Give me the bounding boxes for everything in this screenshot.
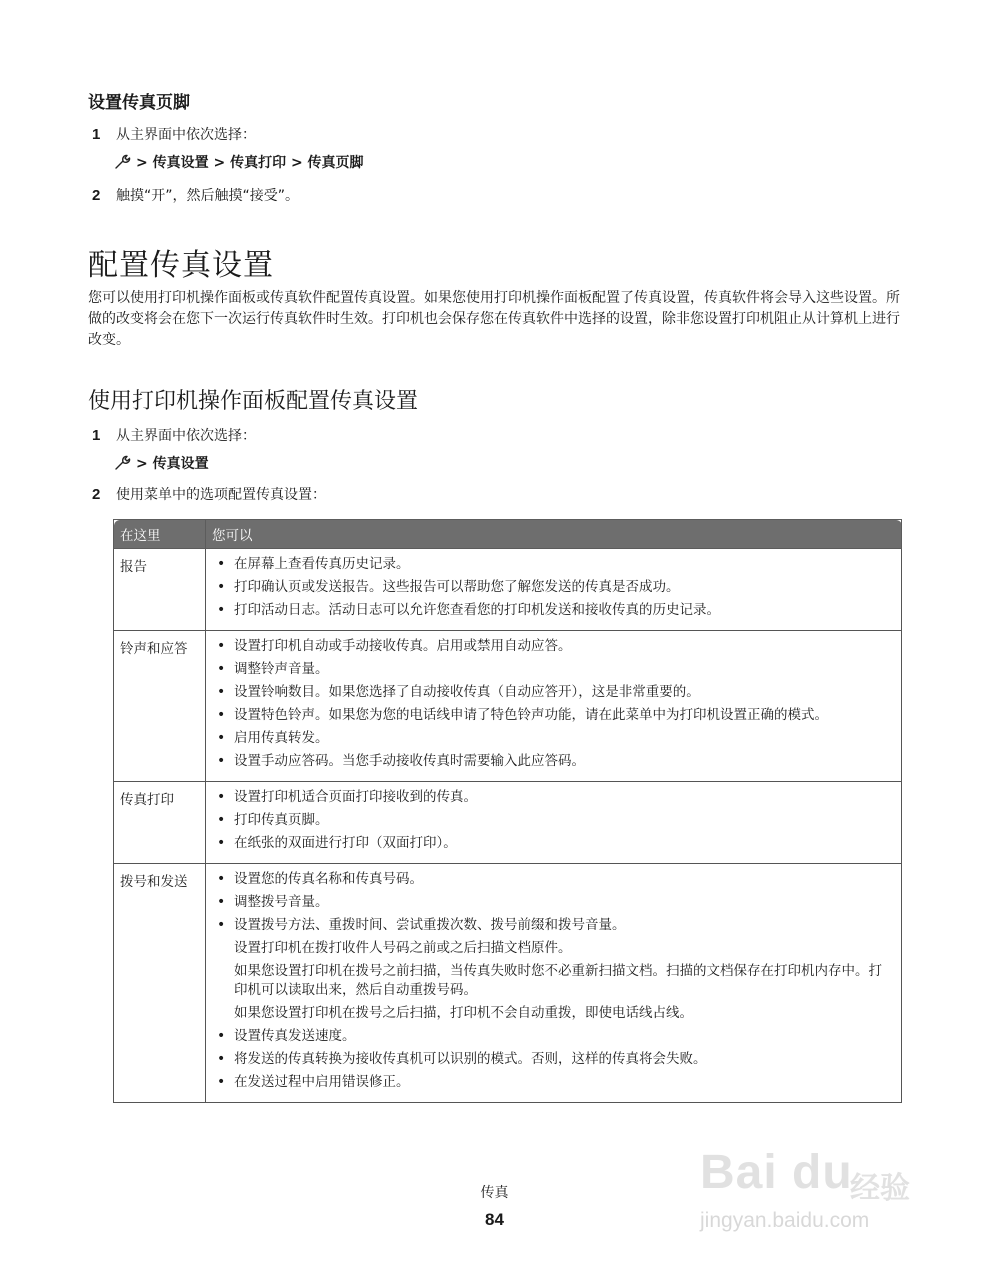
list-item: • 设置拨号方法、重拨时间、尝试重拨次数、拨号前缀和拨号音量。 bbox=[212, 916, 895, 935]
list-item: • 调整铃声音量。 bbox=[212, 660, 895, 679]
row-items bbox=[206, 549, 902, 631]
list-item: • 在纸张的双面进行打印（双面打印）。 bbox=[212, 834, 895, 853]
page-title: 配置传真设置 bbox=[88, 248, 274, 283]
menu-path-text: > 传真设置 > 传真打印 > 传真页脚 bbox=[136, 155, 364, 171]
step-2 bbox=[92, 484, 326, 504]
step-number: 1 bbox=[92, 126, 101, 143]
row-category: 报告 bbox=[114, 549, 206, 631]
list-item: • 在屏幕上查看传真历史记录。 bbox=[212, 555, 895, 574]
list-paragraph: 如果您设置打印机在拨号之前扫描，当传真失败时您不必重新扫描文档。扫描的文档保存在打印机内存中。打印机可以读取出来，然后自动重拨号码。 bbox=[234, 963, 882, 998]
list-item: • 设置打印机自动或手动接收传真。启用或禁用自动应答。 bbox=[212, 637, 895, 656]
row-items bbox=[206, 782, 902, 864]
list-item: • 启用传真转发。 bbox=[212, 729, 895, 748]
table-row bbox=[114, 549, 902, 631]
list-item: • 打印确认页或发送报告。这些报告可以帮助您了解您发送的传真是否成功。 bbox=[212, 578, 895, 597]
watermark-brand: Bai du bbox=[700, 1146, 853, 1199]
table-header-row bbox=[114, 520, 902, 549]
column-header-actions: 您可以 bbox=[206, 520, 902, 549]
row-category: 拨号和发送 bbox=[114, 864, 206, 1103]
row-items bbox=[206, 631, 902, 782]
list-item: • 调整拨号音量。 bbox=[212, 893, 895, 912]
watermark-url: jingyan.baidu.com bbox=[700, 1209, 870, 1232]
list-item: • 在发送过程中启用错误修正。 bbox=[212, 1073, 895, 1092]
list-paragraph: 如果您设置打印机在拨号之后扫描，打印机不会自动重拨，即使电话线占线。 bbox=[234, 1005, 693, 1021]
list-item: • 设置您的传真名称和传真号码。 bbox=[212, 870, 895, 889]
list-item: • 打印活动日志。活动日志可以允许您查看您的打印机发送和接收传真的历史记录。 bbox=[212, 601, 895, 620]
step-text: 触摸“开”，然后触摸“接受”。 bbox=[116, 188, 300, 204]
section-heading-panel-config: 使用打印机操作面板配置传真设置 bbox=[88, 389, 419, 414]
list-item: • 设置铃响数目。如果您选择了自动接收传真（自动应答开），这是非常重要的。 bbox=[212, 683, 895, 702]
footer-chapter: 传真 bbox=[480, 1185, 509, 1201]
row-category: 传真打印 bbox=[114, 782, 206, 864]
list-item: • 将发送的传真转换为接收传真机可以识别的模式。否则，这样的传真将会失败。 bbox=[212, 1050, 895, 1069]
step-number: 1 bbox=[92, 427, 101, 444]
step-number: 2 bbox=[92, 187, 101, 204]
step-text: 使用菜单中的选项配置传真设置： bbox=[116, 487, 326, 503]
table-row bbox=[114, 782, 902, 864]
intro-paragraph: 您可以使用打印机操作面板或传真软件配置传真设置。如果您使用打印机操作面板配置了传真设置，传真软件将会导入这些设置。所做的改变将会在您下一次运行传真软件时生效。打印机也会保存您在传真软件中选择的设置，除非您设置打印机阻止从计算机上进行改变。 bbox=[88, 290, 900, 348]
table-row bbox=[114, 631, 902, 782]
watermark-cn: 经验 bbox=[850, 1171, 910, 1206]
wrench-icon bbox=[114, 455, 132, 471]
row-items bbox=[206, 864, 902, 1103]
table-row bbox=[114, 864, 902, 1103]
column-header-location: 在这里 bbox=[114, 520, 206, 549]
watermark bbox=[700, 1145, 940, 1245]
row-category: 铃声和应答 bbox=[114, 631, 206, 782]
step-text: 从主界面中依次选择： bbox=[116, 428, 256, 444]
fax-settings-table bbox=[113, 519, 902, 1103]
list-item: • 设置打印机适合页面打印接收到的传真。 bbox=[212, 788, 895, 807]
menu-path bbox=[114, 152, 364, 172]
section-heading-fax-footer: 设置传真页脚 bbox=[88, 93, 190, 113]
step-1 bbox=[92, 124, 256, 144]
step-2 bbox=[92, 185, 299, 205]
page-number: 84 bbox=[485, 1210, 504, 1229]
step-number: 2 bbox=[92, 486, 101, 503]
menu-path-text: > 传真设置 bbox=[136, 456, 209, 472]
list-item: • 设置手动应答码。当您手动接收传真时需要输入此应答码。 bbox=[212, 752, 895, 771]
step-text: 从主界面中依次选择： bbox=[116, 127, 256, 143]
list-item: • 打印传真页脚。 bbox=[212, 811, 895, 830]
menu-path bbox=[114, 453, 209, 473]
wrench-icon bbox=[114, 154, 132, 170]
list-paragraph: 设置打印机在拨打收件人号码之前或之后扫描文档原件。 bbox=[234, 940, 572, 956]
step-1 bbox=[92, 425, 256, 445]
list-item: • 设置传真发送速度。 bbox=[212, 1027, 895, 1046]
list-item: • 设置特色铃声。如果您为您的电话线申请了特色铃声功能，请在此菜单中为打印机设置正确的模式。 bbox=[212, 706, 895, 725]
